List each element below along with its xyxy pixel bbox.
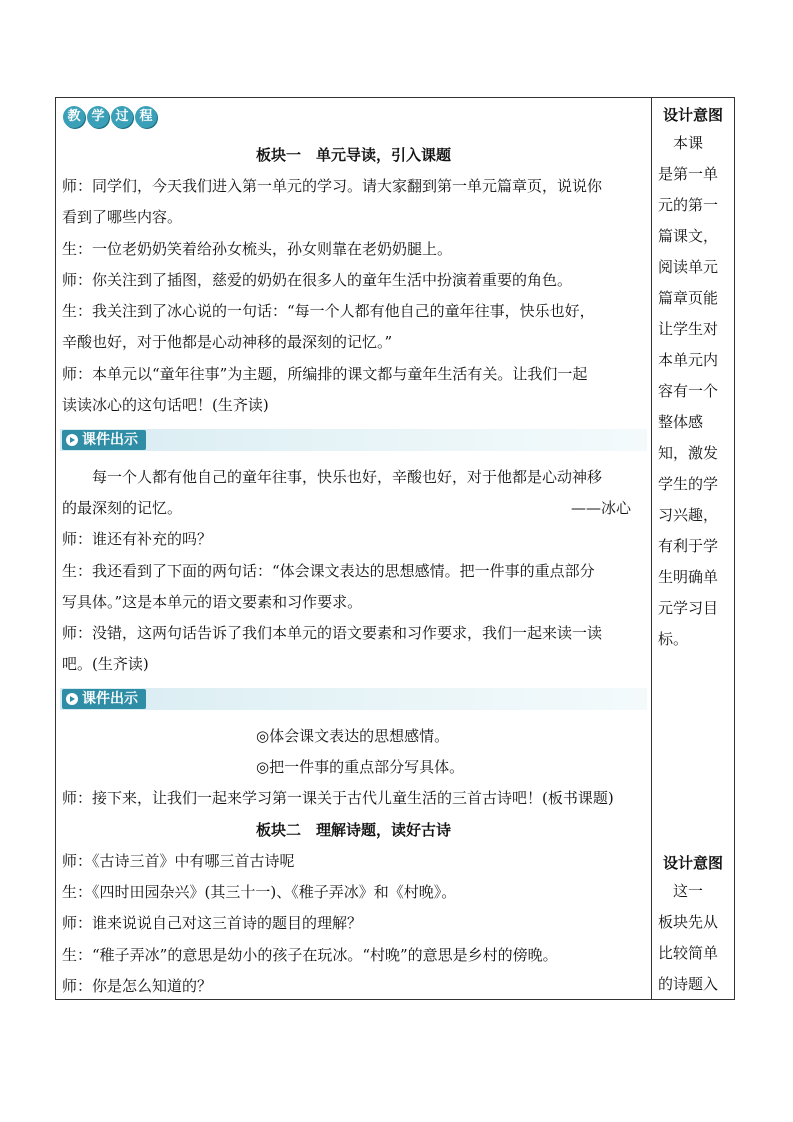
note-line: 篇课文， — [658, 227, 719, 245]
quote-author: ——冰心 — [570, 499, 631, 517]
dialogue-line: 读读冰心的这句话吧！(生齐读) — [62, 396, 269, 414]
dialogue-line: 师：接下来，让我们一起来学习第一课关于古代儿童生活的三首古诗吧！(板书课题) — [62, 789, 614, 807]
note-line: 的诗题入 — [658, 975, 719, 993]
dialogue-line: 写具体。”这是本单元的语文要素和习作要求。 — [62, 593, 363, 611]
note-line: 本单元内 — [658, 351, 719, 369]
quote-line — [62, 493, 645, 523]
lesson-table — [55, 97, 735, 1000]
note-line: 这一 — [658, 882, 704, 900]
play-icon — [66, 693, 78, 705]
note-line: 学生的学 — [658, 475, 719, 493]
note-line: 元的第一 — [658, 196, 719, 214]
quote-text: 的最深刻的记忆。 — [62, 499, 183, 517]
dialogue-line: 生：“稚子弄冰”的意思是幼小的孩子在玩冰。“村晚”的意思是乡村的傍晚。 — [62, 946, 558, 964]
badge-char: 过 — [111, 106, 133, 128]
note-line: 生明确单 — [658, 568, 719, 586]
courseware-tag — [62, 430, 146, 450]
note-line: 知，激发 — [658, 444, 719, 462]
courseware-label: 课件出示 — [82, 691, 138, 707]
note-line: 本课 — [658, 134, 704, 152]
courseware-tag — [62, 689, 146, 709]
dialogue-line: 师：同学们，今天我们进入第一单元的学习。请大家翻到第一单元篇章页，说说你 — [62, 177, 603, 195]
note-line: 阅读单元 — [658, 258, 719, 276]
note-line: 让学生对 — [658, 320, 719, 338]
dialogue-line: 师：你关注到了插图，慈爱的奶奶在很多人的童年生活中扮演着重要的角色。 — [62, 271, 573, 289]
note-line: 是第一单 — [658, 165, 719, 183]
board-point: ◎体会课文表达的思想感情。 — [256, 727, 450, 745]
note-line: 习兴趣， — [658, 506, 719, 524]
note-line: 篇章页能 — [658, 289, 719, 307]
dialogue-line: 生：《四时田园杂兴》(其三十一)、《稚子弄冰》和《村晚》。 — [62, 883, 457, 901]
dialogue-line: 师：你是怎么知道的？ — [62, 977, 213, 995]
note-line: 容有一个 — [658, 382, 719, 400]
note-line: 元学习目 — [658, 599, 719, 617]
design-intent-column — [652, 98, 734, 999]
section-title: 板块一 单元导读，引入课题 — [255, 146, 451, 164]
dialogue-line: 师：《古诗三首》中有哪三首古诗呢 — [62, 852, 295, 870]
badge-char: 学 — [87, 106, 109, 128]
dialogue-line: 看到了哪些内容。 — [62, 208, 183, 226]
play-icon — [66, 434, 78, 446]
teaching-process-column — [56, 98, 651, 999]
design-intent-note — [658, 128, 730, 655]
dialogue-line: 生：我关注到了冰心说的一句话：“每一个人都有他自己的童年往事，快乐也好， — [62, 302, 595, 320]
dialogue-line: 师：没错，这两句话告诉了我们本单元的语文要素和习作要求，我们一起来读一读 — [62, 624, 603, 642]
note-line: 整体感 — [658, 413, 704, 431]
dialogue-line: 生：我还看到了下面的两句话：“体会课文表达的思想感情。把一件事的重点部分 — [62, 562, 595, 580]
courseware-bar — [60, 429, 647, 451]
dialogue-line: 辛酸也好，对于他都是心动神移的最深刻的记忆。” — [62, 333, 393, 351]
design-intent-note — [658, 876, 730, 1000]
dialogue-line: 师：谁还有补充的吗？ — [62, 530, 213, 548]
note-line: 比较简单 — [658, 944, 719, 962]
courseware-bar — [60, 688, 647, 710]
note-line: 有利于学 — [658, 537, 719, 555]
quote-line: 每一个人都有他自己的童年往事，快乐也好，辛酸也好，对于他都是心动神移 — [92, 468, 603, 486]
courseware-label: 课件出示 — [82, 432, 138, 448]
note-line: 板块先从 — [658, 913, 719, 931]
badge-char: 教 — [63, 106, 85, 128]
dialogue-line: 生：一位老奶奶笑着给孙女梳头，孙女则靠在老奶奶腿上。 — [62, 240, 453, 258]
dialogue-line: 师：本单元以“童年往事”为主题，所编排的课文都与童年生活有关。让我们一起 — [62, 365, 588, 383]
design-intent-title: 设计意图 — [662, 854, 723, 872]
design-intent-title: 设计意图 — [662, 106, 723, 124]
note-line: 标。 — [658, 630, 689, 648]
dialogue-line: 师：谁来说说自己对这三首诗的题目的理解？ — [62, 914, 363, 932]
dialogue-line: 吧。(生齐读) — [62, 655, 149, 673]
board-point: ◎把一件事的重点部分写具体。 — [256, 758, 465, 776]
badge-char: 程 — [135, 106, 157, 128]
teaching-process-badge — [63, 106, 157, 128]
section-title: 板块二 理解诗题，读好古诗 — [255, 821, 451, 839]
